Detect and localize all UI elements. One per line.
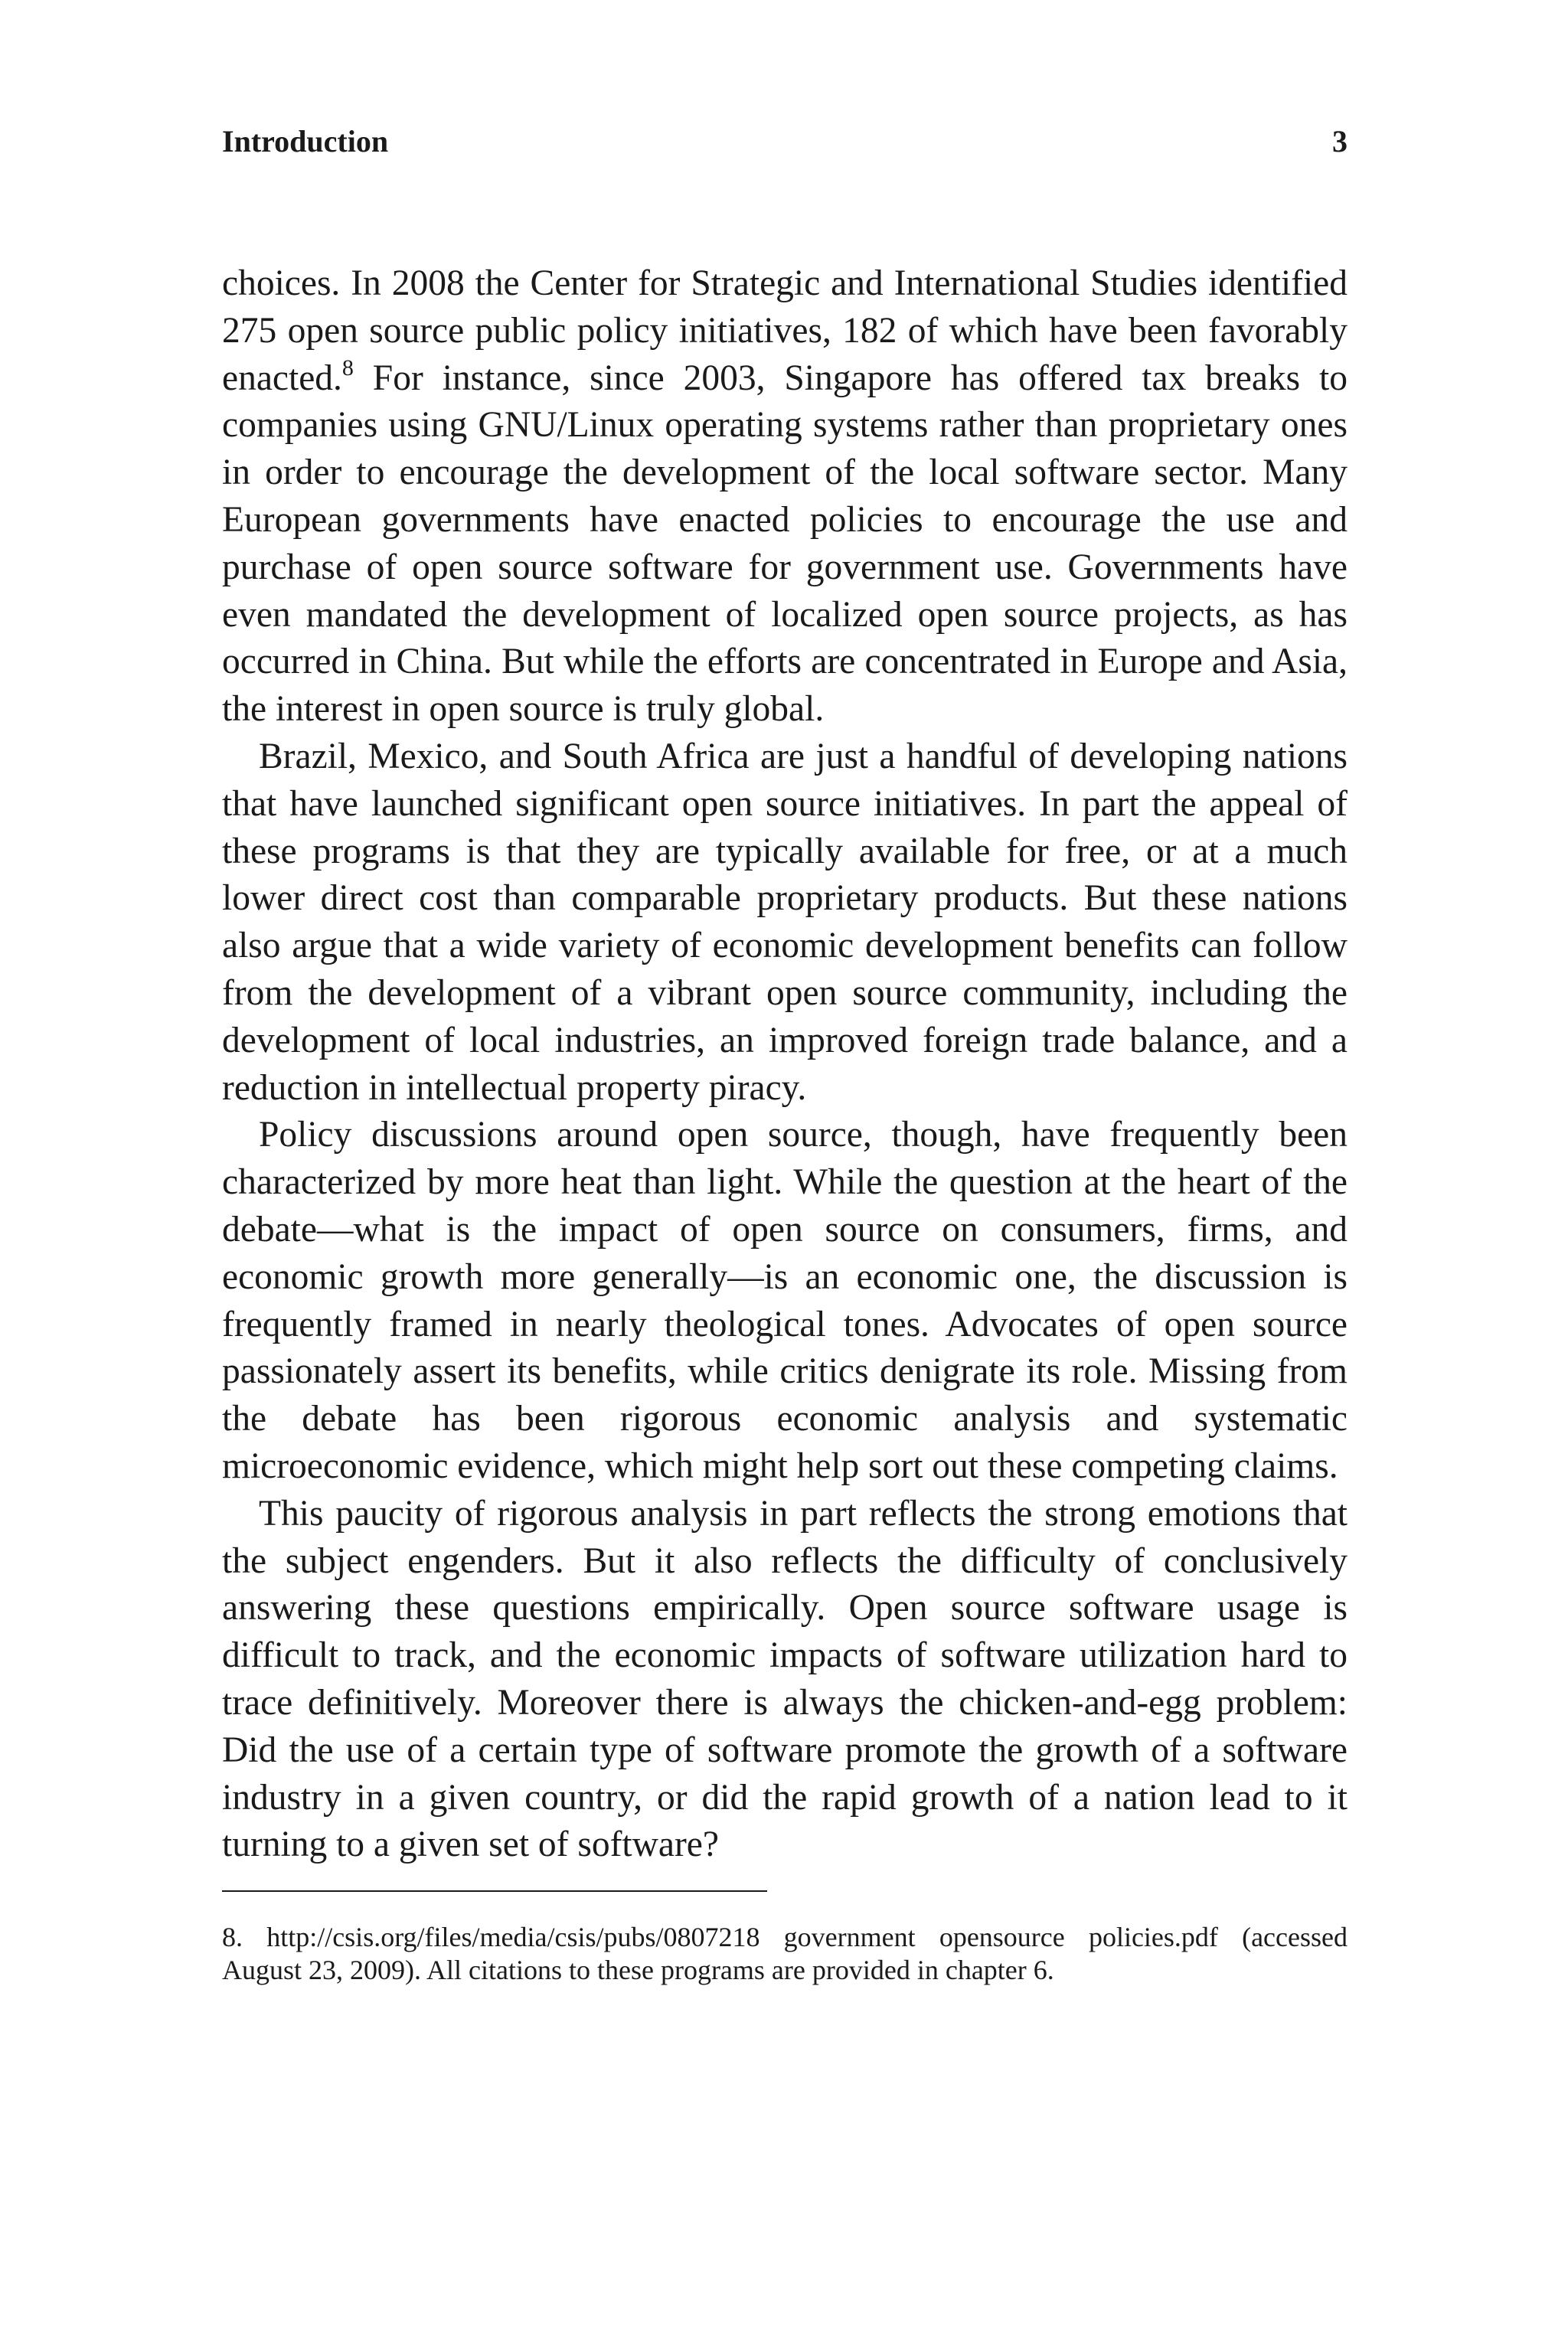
body-text (222, 260, 1348, 1869)
running-head (222, 115, 1348, 168)
paragraph: Brazil, Mexico, and South Africa are just a handful of developing nations that have launched significant open source initiatives. In part the appeal of these programs is that they are typically available for free, or at a much lower direct cost than comparable proprietary products. But these nations also argue that a wide variety of economic development benefits can follow from the development of a vibrant open source community, including the development of local industries, an improved foreign trade balance, and a reduction in intellectual property piracy. (222, 736, 1348, 1108)
footnote: 8. http://csis.org/files/media/csis/pubs/0807218 government opensource policies.pdf (accessed August 23, 2009). All citations to these programs are provided in chapter 6. (222, 1922, 1348, 1986)
paragraph-text: choices. In 2008 the Center for Strategic and International Studies identified 275 open source public policy initiatives, 182 of which have been favorably enacted. (222, 263, 1348, 398)
footnote-divider (222, 1890, 767, 1892)
paragraph (222, 260, 1348, 733)
footnote-reference: 8 (341, 354, 354, 381)
page-number: 3 (1332, 124, 1348, 158)
paragraph: This paucity of rigorous analysis in part reflects the strong emotions that the subject engenders. But it also reflects the difficulty of conclusively answering these questions empirically. Open source software usage is difficult to track, and the economic impacts of software utilization hard to trace definitively. Moreover there is always the chicken-and-egg problem: Did the use of a certain type of software promote the growth of a software industry in a given country, or did the rapid growth of a nation lead to it turning to a given set of software? (222, 1493, 1348, 1865)
chapter-title: Introduction (222, 124, 389, 158)
paragraph-text: For instance, since 2003, Singapore has offered tax breaks to companies using GNU/Linux operating systems rather than proprietary ones in order to encourage the development of the local software sector. Many European governments have enacted policies to encourage the use and purchase of open source software for government use. Governments have even mandated the development of localized open source projects, as has occurred in China. But while the efforts are concentrated in Europe and Asia, the interest in open source is truly global. (222, 358, 1348, 730)
book-page (222, 115, 1348, 1987)
paragraph: Policy discussions around open source, though, have frequently been characterized by more heat than light. While the question at the heart of the debate—what is the impact of open source on consumers, firms, and economic growth more generally—is an economic one, the discussion is frequently framed in nearly theological tones. Advocates of open source passionately assert its benefits, while critics denigrate its role. Missing from the debate has been rigorous economic analysis and systematic microeconomic evidence, which might help sort out these competing claims. (222, 1115, 1348, 1486)
footnotes (222, 1921, 1348, 1987)
